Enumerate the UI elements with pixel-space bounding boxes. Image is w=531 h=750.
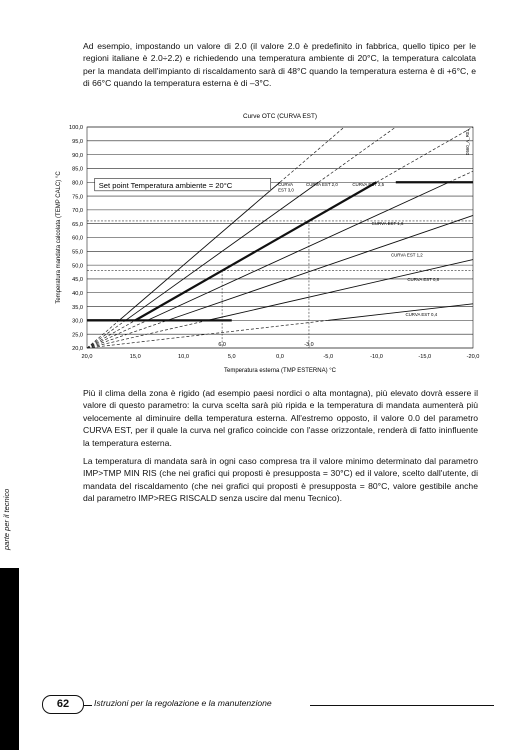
y-tick-label: 20,0 bbox=[72, 346, 83, 353]
x-tick-label: 0,0 bbox=[276, 354, 284, 360]
otc-curves-chart bbox=[50, 108, 495, 378]
footer-title: Istruzioni per la regolazione e la manutenzione bbox=[94, 698, 272, 708]
y-tick-label: 75,0 bbox=[72, 194, 83, 201]
footer-rule bbox=[310, 705, 494, 706]
y-tick-label: 90,0 bbox=[72, 152, 83, 159]
y-tick-label: 85,0 bbox=[72, 166, 83, 173]
body-paragraph-2: La temperatura di mandata sarà in ogni caso compresa tra il valore minimo determinato dal parametro IMP>TMP MIN RIS (che nei grafici qui proposti è presupposta = 30°C) ed il valore, scelto dall'utente, di mandata del riscaldamento (che nei grafici qui proposti è presupposta = 80°C, valore gestibile anche dal parametro IMP>REG RISCALD senza uscire dal menu Tecnico). bbox=[83, 456, 478, 504]
y-tick-label: 80,0 bbox=[72, 180, 83, 187]
x-tick-label: 10,0 bbox=[178, 354, 189, 360]
y-tick-label: 30,0 bbox=[72, 318, 83, 325]
curve-label: CURVA EST 2,0 bbox=[306, 182, 338, 188]
section-tab-marker bbox=[0, 568, 19, 750]
y-tick-label: 50,0 bbox=[72, 263, 83, 270]
y-tick-label: 35,0 bbox=[72, 304, 83, 311]
page-number: 62 bbox=[42, 695, 84, 714]
y-tick-label: 25,0 bbox=[72, 332, 83, 339]
y-tick-label: 45,0 bbox=[72, 277, 83, 284]
curve-label: CURVA EST 1,6 bbox=[371, 221, 404, 227]
y-tick-label: 55,0 bbox=[72, 249, 83, 256]
y-tick-label: 70,0 bbox=[72, 208, 83, 215]
curve-label: EST 3,0 bbox=[278, 187, 294, 193]
y-tick-label: 100,0 bbox=[69, 125, 83, 132]
side-label-text: parte per il tecnico bbox=[2, 488, 11, 550]
curve-label: CURVA EST 2,5 bbox=[352, 182, 385, 188]
x-tick-label: -15,0 bbox=[418, 354, 432, 360]
y-tick-label: 60,0 bbox=[72, 235, 83, 242]
annotation-label: 6,0 bbox=[218, 342, 226, 348]
chart-corner-code: 0560_A_R01 bbox=[465, 129, 470, 155]
curve-dashed-high bbox=[449, 171, 473, 182]
y-axis-label: Temperatura mandata calcolata (TEMP CALC) °C bbox=[56, 171, 62, 304]
curve-label: CURVA EST 0,4 bbox=[405, 312, 438, 318]
setpoint-label: Set point Temperatura ambiente = 20°C bbox=[98, 180, 233, 190]
curve-line bbox=[167, 215, 473, 320]
x-tick-label: 5,0 bbox=[227, 354, 236, 360]
x-tick-label: -20,0 bbox=[466, 354, 480, 360]
x-tick-label: -5,0 bbox=[323, 354, 334, 360]
annotation-label: -3,0 bbox=[304, 342, 314, 348]
y-tick-label: 65,0 bbox=[72, 221, 83, 228]
y-tick-label: 95,0 bbox=[72, 139, 83, 146]
body-paragraph-1: Più il clima della zona è rigido (ad esempio paesi nordici o alta montagna), più elevato dovrà essere il valore di questo parametro: la curva scelta sarà più ripida e la temperatura di mandata aumenterà più velocemente al diminuire della temperatura esterna. All'estremo opposto, il valore 0.0 del parametro CURVA EST, per il quale la curva nel grafico coincide con l'asse orizzontale, renderà di fatto ininfluente la temperatura esterna. bbox=[83, 388, 478, 448]
x-tick-label: 20,0 bbox=[81, 354, 93, 360]
section-side-label bbox=[2, 488, 14, 558]
x-tick-label: 15,0 bbox=[129, 354, 141, 360]
chart-title: Curve OTC (CURVA EST) bbox=[243, 113, 317, 120]
intro-paragraph: Ad esempio, impostando un valore di 2.0 (il valore 2.0 è predefinito in fabbrica, quello tipico per le regioni italiane è 2.0÷2.2) e richiedendo una temperatura ambiente di 20°C, la temperatura calcolata per la mandata dell'impianto di riscaldamento sarà di 48°C quando la temperatura esterna è di +6°C, e di 66°C quando la temperatura esterna è di –3°C. bbox=[83, 41, 476, 89]
curve-line bbox=[328, 304, 473, 321]
x-tick-label: -10,0 bbox=[370, 354, 383, 360]
page-footer bbox=[42, 695, 497, 715]
curve-label: CURVA bbox=[278, 182, 294, 188]
footer-dash bbox=[84, 705, 92, 706]
curve-label: CURVA EST 1,2 bbox=[390, 252, 423, 258]
y-tick-label: 40,0 bbox=[72, 290, 83, 297]
x-axis-label: Temperatura esterna (TMP ESTERNA) °C bbox=[224, 368, 336, 374]
curve-label: CURVA EST 0,8 bbox=[407, 276, 440, 282]
